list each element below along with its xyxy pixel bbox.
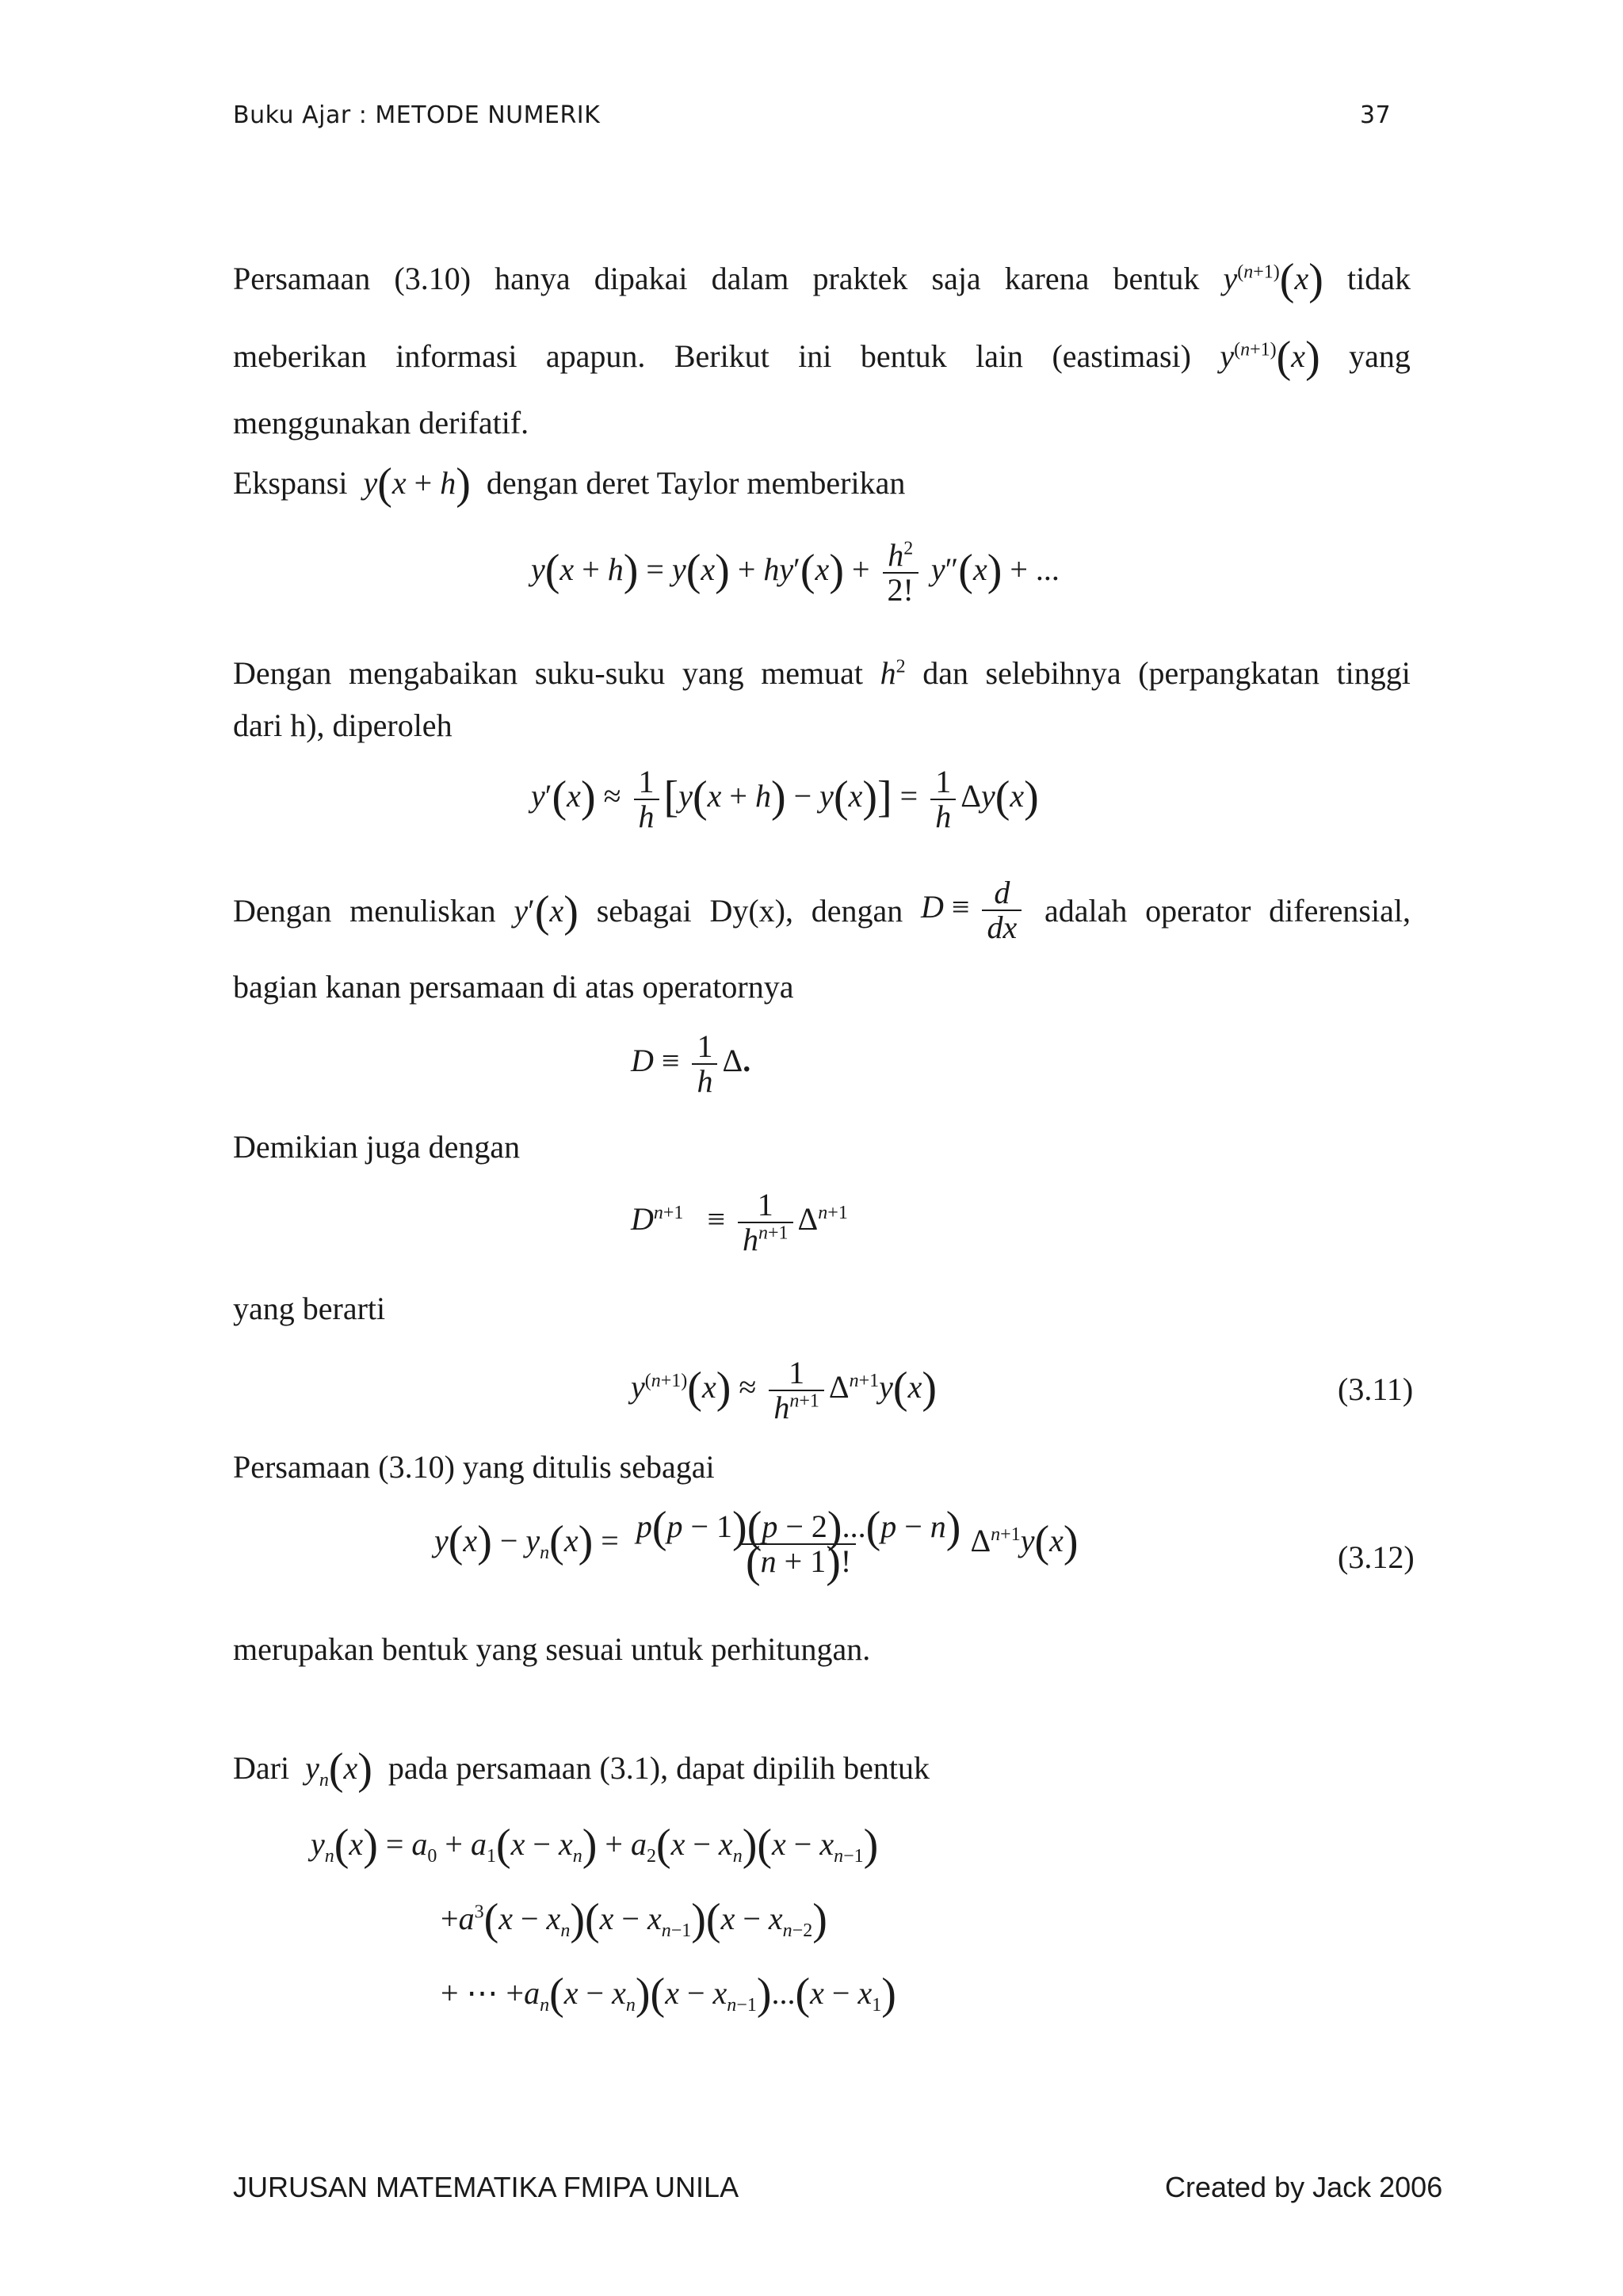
- inline-math-y-n: $y_n(x)$: [305, 1745, 372, 1794]
- word: dipakai: [594, 261, 688, 296]
- word: praktek: [812, 261, 908, 296]
- equation-number: (3.12): [1338, 1539, 1415, 1575]
- word: karena: [1004, 261, 1090, 296]
- text: pada persamaan (3.1), dapat dipilih bentuk: [388, 1750, 930, 1786]
- equation-newton-line-1: $y_n(x) = a_0 + a_1(x - x_n) + a_2(x - x_n)(x - x_{n-1})$: [311, 1821, 879, 1870]
- text: Ekspansi: [233, 465, 348, 501]
- word: dengan: [811, 892, 903, 929]
- word: informasi: [395, 338, 517, 374]
- word: ini: [798, 338, 832, 374]
- word: Berikut: [674, 338, 769, 374]
- paragraph-1-line-3: menggunakan derifatif.: [233, 405, 529, 441]
- inline-math-y-x-plus-h: y(x + h): [363, 460, 471, 509]
- paragraph-8: merupakan bentuk yang sesuai untuk perhitungan.: [233, 1631, 871, 1667]
- word: meberikan: [233, 338, 367, 374]
- word: adalah: [1044, 892, 1128, 929]
- word: mengabaikan: [348, 655, 518, 691]
- paragraph-7: Persamaan (3.10) yang ditulis sebagai: [233, 1449, 715, 1485]
- word: yang: [682, 655, 744, 691]
- word: yang: [1349, 338, 1411, 374]
- word: suku-suku: [534, 655, 666, 691]
- word: tinggi: [1336, 655, 1411, 691]
- paragraph-2: [233, 460, 906, 509]
- word: (eastimasi): [1052, 338, 1191, 374]
- text: Dari: [233, 1750, 290, 1786]
- equation-newton-line-3: + ⋯ $+a_n(x - x_n)(x - x_{n-1})...(x - x_1)$: [441, 1970, 896, 2019]
- text: dengan deret Taylor memberikan: [486, 465, 906, 501]
- word: dalam: [711, 261, 789, 296]
- paragraph-4-line-1: [233, 876, 1411, 944]
- word: sebagai: [596, 892, 692, 929]
- equation-taylor-expansion: y(x + h) = y(x) + hy′(x) + $\frac{h^2}{2!}$ y″(x) + ...: [531, 537, 1060, 608]
- equation-d-operator-delta: D ≡ $\frac{1}{h}$ Δ.: [631, 1028, 751, 1099]
- paragraph-6: yang berarti: [233, 1291, 386, 1326]
- paragraph-5: Demikian juga dengan: [233, 1129, 521, 1165]
- equation-3-12: $y(x) - y_n(x)$ = $\frac{p(p - 1)(p - 2)...(p - n)}{(n + 1)!}$ $\Delta^{n+1}y(x)$: [434, 1503, 1079, 1587]
- equation-newton-line-2: $+a^3(x - x_n)(x - x_{n-1})(x - x_{n-2})$: [441, 1895, 827, 1944]
- equation-number: (3.11): [1338, 1371, 1414, 1407]
- word: Dengan: [233, 892, 332, 929]
- footer-right: Created by Jack 2006: [1165, 2171, 1443, 2203]
- word: (3.10): [394, 261, 472, 296]
- paragraph-4-line-2: bagian kanan persamaan di atas operatornya: [233, 969, 794, 1005]
- paragraph-1-line-2: [233, 333, 1411, 382]
- inline-math-y-n-plus-1: $y^{(n+1)}(x)$: [1223, 255, 1323, 304]
- word: lain: [976, 338, 1024, 374]
- word: operator: [1145, 892, 1251, 929]
- page-number: 37: [1360, 101, 1392, 129]
- equation-3-11: $y^{(n+1)}(x)$ ≈ $\frac{1}{h^{n+1}}$ $\Delta^{n+1}y(x)$: [631, 1355, 937, 1425]
- inline-math-d-operator: D ≡ $\frac{d}{dx}$: [921, 876, 1026, 944]
- paragraph-9: [233, 1745, 930, 1796]
- word: Dy(x),: [709, 892, 793, 929]
- word: tidak: [1346, 261, 1411, 296]
- word: Persamaan: [233, 261, 371, 296]
- header-title: Buku Ajar : METODE NUMERIK: [233, 101, 601, 129]
- word: saja: [931, 261, 981, 296]
- word: Dengan: [233, 655, 332, 691]
- word: menuliskan: [349, 892, 496, 929]
- word: memuat: [761, 655, 864, 691]
- word: bentuk: [1113, 261, 1200, 296]
- word: dan: [922, 655, 968, 691]
- paragraph-3-line-2: dari h), diperoleh: [233, 707, 453, 743]
- word: apapun.: [545, 338, 646, 374]
- paragraph-3-line-1: [233, 654, 1411, 692]
- word: selebihnya: [985, 655, 1121, 691]
- word: hanya: [495, 261, 571, 296]
- inline-math-y-prime: y′(x): [514, 887, 579, 936]
- footer-left: JURUSAN MATEMATIKA FMIPA UNILA: [233, 2171, 739, 2203]
- equation-d-power: $D^{n+1}$ ≡ $\frac{1}{h^{n+1}}$ $\Delta^{n+1}$: [631, 1187, 848, 1257]
- inline-math-y-n-plus-1: $y^{(n+1)}(x)$: [1220, 333, 1320, 382]
- equation-derivative-approx: y′(x) ≈ $\frac{1}{h}$ [y(x + h) − y(x)] = $\frac{1}{h}$ Δy(x): [531, 764, 1039, 834]
- inline-math-h-squared: $h^2$: [880, 655, 906, 691]
- word: diferensial,: [1269, 892, 1411, 929]
- paragraph-1-line-1: [233, 255, 1411, 304]
- word: (perpangkatan: [1138, 655, 1319, 691]
- word: bentuk: [860, 338, 947, 374]
